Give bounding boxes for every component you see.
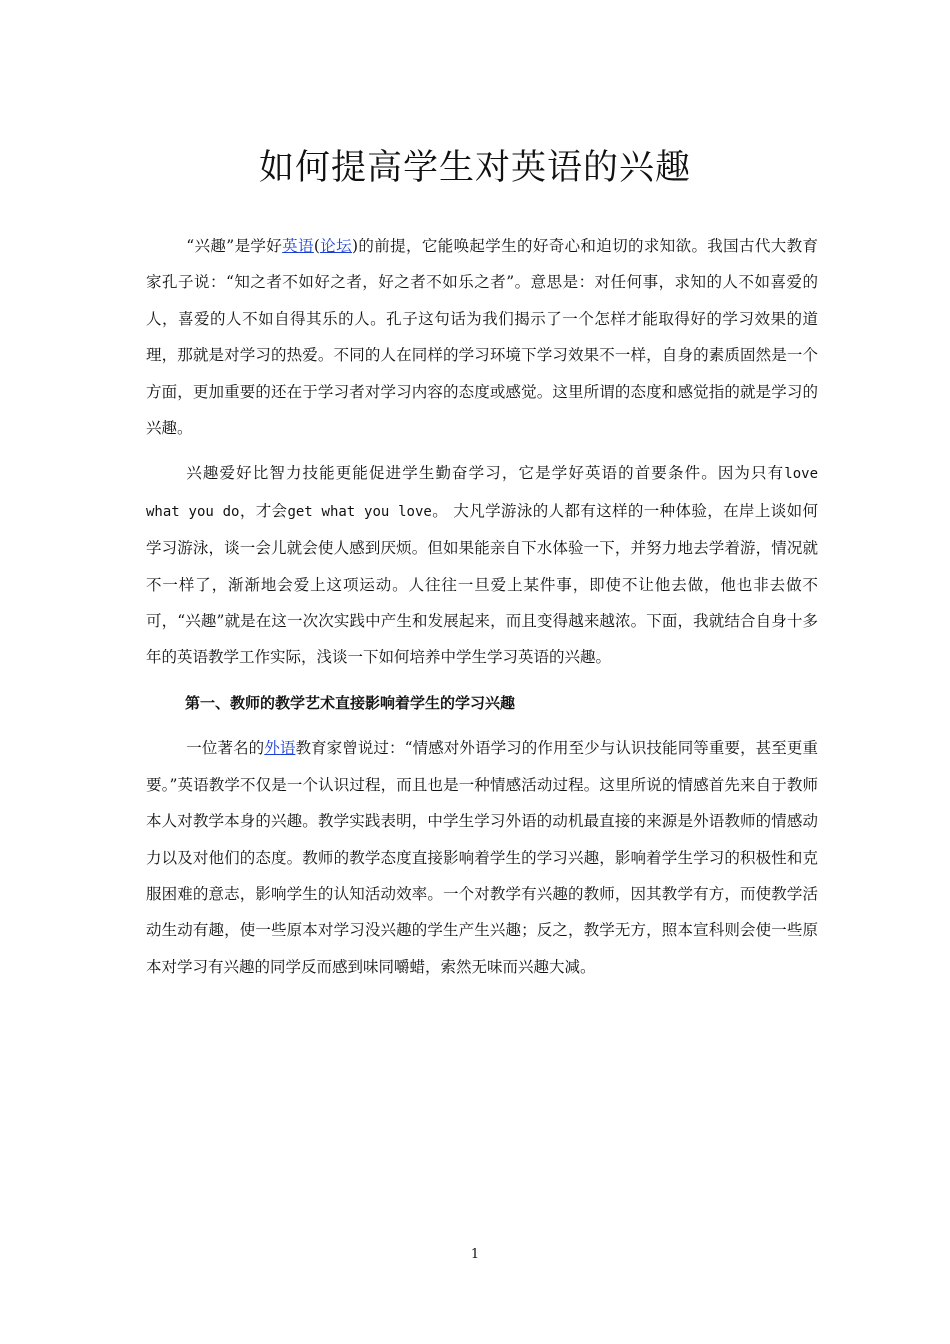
document-body: [146, 228, 818, 985]
paragraph-text: 兴趣爱好比智力技能更能促进学生勤奋学习，它是学好英语的首要条件。因为只有: [186, 464, 785, 483]
english-phrase: love what you do: [146, 466, 818, 520]
link-yingyu[interactable]: 英语: [282, 237, 314, 255]
paragraph-text: ，才会: [239, 501, 288, 520]
paragraph-interest-intro: [146, 228, 818, 446]
paragraph-text: 一位著名的: [186, 739, 265, 758]
paragraph-text: )的前提，它能唤起学生的好奇心和迫切的求知欲。我国古代大教育家孔子说：“知之者不如好之者，好之者不如乐之者”。意思是：对任何事，求知的人不如喜爱的人，喜爱的人不如自得其乐的人。孔子这句话为我们揭示了一个怎样才能取得好的学习效果的道理，那就是对学习的热爱。不同的人在同样的学习环境下学习效果不一样，自身的素质固然是一个方面，更加重要的还在于学习者对学习内容的态度或感觉。这里所谓的态度和感觉指的就是学习的兴趣。: [146, 237, 818, 438]
section-heading-1: 第一、教师的教学艺术直接影响着学生的学习兴趣: [185, 693, 516, 712]
paragraph-teacher-art: [146, 730, 818, 985]
paragraph-text: 教育家曾说过：“情感对外语学习的作用至少与认识技能同等重要，甚至更重要。”英语教学不仅是一个认识过程，而且也是一种情感活动过程。这里所说的情感首先来自于教师本人对教学本身的兴趣。教学实践表明，中学生学习外语的动机最直接的来源是外语教师的情感动力以及对他们的态度。教师的教学态度直接影响着学生的学习兴趣，影响着学生学习的积极性和克服困难的意志，影响学生的认知活动效率。一个对教学有兴趣的教师，因其教学有方，而使教学活动生动有趣，使一些原本对学习没兴趣的学生产生兴趣；反之，教学无方，照本宣科则会使一些原本对学习有兴趣的同学反而感到味同嚼蜡，索然无味而兴趣大减。: [146, 739, 818, 976]
document-title: 如何提高学生对英语的兴趣: [258, 148, 691, 188]
link-waiyu[interactable]: 外语: [264, 739, 296, 758]
paragraph-text: (: [313, 237, 320, 255]
paragraph-text: “兴趣”是学好: [186, 237, 283, 255]
page-number: 1: [470, 1247, 480, 1262]
paragraph-text: 。 大凡学游泳的人都有这样的一种体验，在岸上谈如何学习游泳，谈一会儿就会使人感到厌烦。但如果能亲自下水体验一下，并努力地去学着游，情况就不一样了，渐渐地会爱上这项运动。人往往一旦爱上某件事，即使不让他去做，他也非去做不可，“兴趣”就是在这一次次实践中产生和发展起来，而且变得越来越浓。下面，我就结合自身十多年的英语教学工作实际，浅谈一下如何培养中学生学习英语的兴趣。: [146, 501, 818, 667]
link-luntan[interactable]: 论坛: [319, 237, 353, 255]
english-phrase: get what you love: [287, 503, 432, 520]
paragraph-hobby: [146, 455, 818, 675]
